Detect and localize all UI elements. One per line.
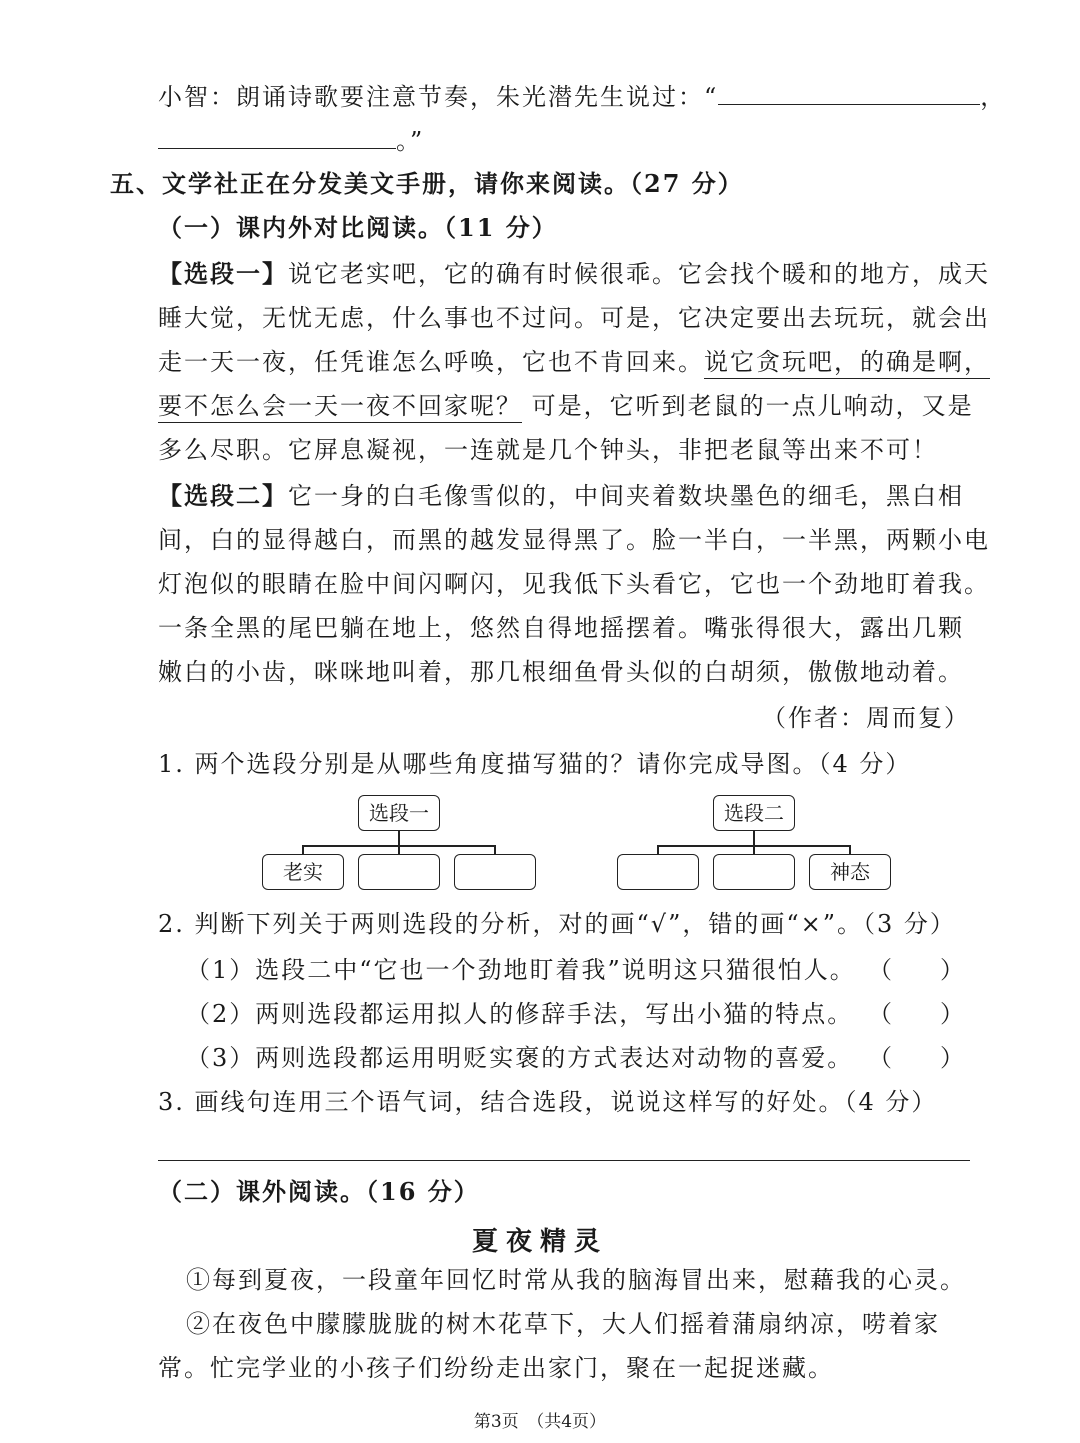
passage-1-line-2: 睡大觉，无忧无虑，什么事也不过问。可是，它决定要出去玩玩，就会出: [158, 304, 990, 332]
answer-paren-1[interactable]: （ ）: [868, 956, 964, 984]
question-1: 1. 两个选段分别是从哪些角度描写猫的？请你完成导图。（4 分）: [158, 750, 912, 778]
part-1-heading: （一）课内外对比阅读。（11 分）: [158, 213, 558, 242]
passage-1-line-1: [158, 258, 990, 290]
xiaozhi-text: 小智：朗诵诗歌要注意节奏，朱光潜先生说过：“: [158, 83, 719, 111]
fill-blank-2[interactable]: [158, 124, 396, 149]
passage-1-text: 可是，它听到老鼠的一点儿响动，又是: [531, 392, 974, 420]
passage-2-line-4: 一条全黑的尾巴躺在地上，悠然自得地摇摆着。嘴张得很大，露出几颗: [158, 614, 964, 642]
story-title: 夏夜精灵: [471, 1227, 608, 1257]
section-5-heading: 五、文学社正在分发美文手册，请你来阅读。（27 分）: [110, 169, 744, 198]
passage-1-text: 说它老实吧，它的确有时候很乖。它会找个暖和的地方，成天: [288, 260, 990, 288]
connector: [657, 845, 659, 854]
passage-2-line-2: 间，白的显得越白，而黑的越发显得黑了。脸一半白，一半黑，两颗小电: [158, 526, 990, 554]
author-credit: （作者：周而复）: [762, 704, 970, 732]
story-paragraph-2-line-1: ②在夜色中朦朦胧胧的树木花草下，大人们摇着蒲扇纳凉，唠着家: [186, 1310, 940, 1338]
page-number: 第3页 （共4页）: [473, 1412, 607, 1432]
connector: [849, 845, 851, 854]
xiaozhi-line: [158, 80, 1007, 113]
passage-1-label: 【选段一】: [158, 259, 288, 288]
xiaozhi-quote-end: 。”: [396, 127, 425, 155]
answer-line[interactable]: [158, 1160, 970, 1161]
passage-2-label: 【选段二】: [158, 481, 288, 510]
story-paragraph-1: ①每到夏夜，一段童年回忆时常从我的脑海冒出来，慰藉我的心灵。: [186, 1266, 966, 1294]
answer-paren-3[interactable]: （ ）: [868, 1044, 964, 1072]
passage-2-line-3: 灯泡似的眼睛在脸中间闪啊闪，见我低下头看它，它也一个劲地盯着我。: [158, 570, 990, 598]
left-child-box-3[interactable]: [454, 854, 536, 890]
passage-1-line-5: 多么尽职。它屏息凝视，一连就是几个钟头，非把老鼠等出来不可！: [158, 436, 938, 464]
right-root-box: 选段二: [713, 795, 795, 831]
connector: [753, 831, 755, 845]
xiaozhi-comma: ，: [980, 83, 1007, 111]
answer-paren-2[interactable]: （ ）: [868, 1000, 964, 1028]
question-2-item-3: （3）两则选段都运用明贬实褒的方式表达对动物的喜爱。: [186, 1044, 854, 1072]
xiaozhi-line-2: [158, 124, 970, 157]
right-child-box-3: 神态: [809, 854, 891, 890]
passage-1-line-4: [158, 390, 974, 422]
part-2-heading: （二）课外阅读。（16 分）: [158, 1177, 480, 1206]
passage-1-text: 走一天一夜，任凭谁怎么呼唤，它也不肯回来。: [158, 348, 704, 376]
connector: [302, 845, 304, 854]
underlined-sentence: 说它贪玩吧，的确是啊，: [704, 348, 990, 379]
question-2-item-1: （1）选段二中“它也一个劲地盯着我”说明这只猫很怕人。: [186, 956, 856, 984]
question-3: 3. 画线句连用三个语气词，结合选段，说说这样写的好处。（4 分）: [158, 1088, 938, 1116]
passage-2-line-5: 嫩白的小齿，咪咪地叫着，那几根细鱼骨头似的白胡须，傲傲地动着。: [158, 658, 964, 686]
connector: [494, 845, 496, 854]
right-child-box-2[interactable]: [713, 854, 795, 890]
connector: [398, 831, 400, 845]
story-paragraph-2-line-2: 常。忙完学业的小孩子们纷纷走出家门，聚在一起捉迷藏。: [158, 1354, 834, 1382]
passage-2-line-1: [158, 480, 970, 512]
left-child-box-1: 老实: [262, 854, 344, 890]
connector: [753, 845, 755, 854]
left-root-box: 选段一: [358, 795, 440, 831]
passage-1-line-3: [158, 346, 990, 378]
right-child-box-1[interactable]: [617, 854, 699, 890]
underlined-sentence: 要不怎么会一天一夜不回家呢？: [158, 392, 522, 423]
connector: [398, 845, 400, 854]
passage-2-text: 它一身的白毛像雪似的，中间夹着数块墨色的细毛，黑白相: [288, 482, 964, 510]
question-2-item-2: （2）两则选段都运用拟人的修辞手法，写出小猫的特点。: [186, 1000, 854, 1028]
left-child-box-2[interactable]: [358, 854, 440, 890]
question-2: 2. 判断下列关于两则选段的分析，对的画“√”，错的画“×”。（3 分）: [158, 910, 956, 938]
fill-blank-1[interactable]: [718, 80, 980, 105]
